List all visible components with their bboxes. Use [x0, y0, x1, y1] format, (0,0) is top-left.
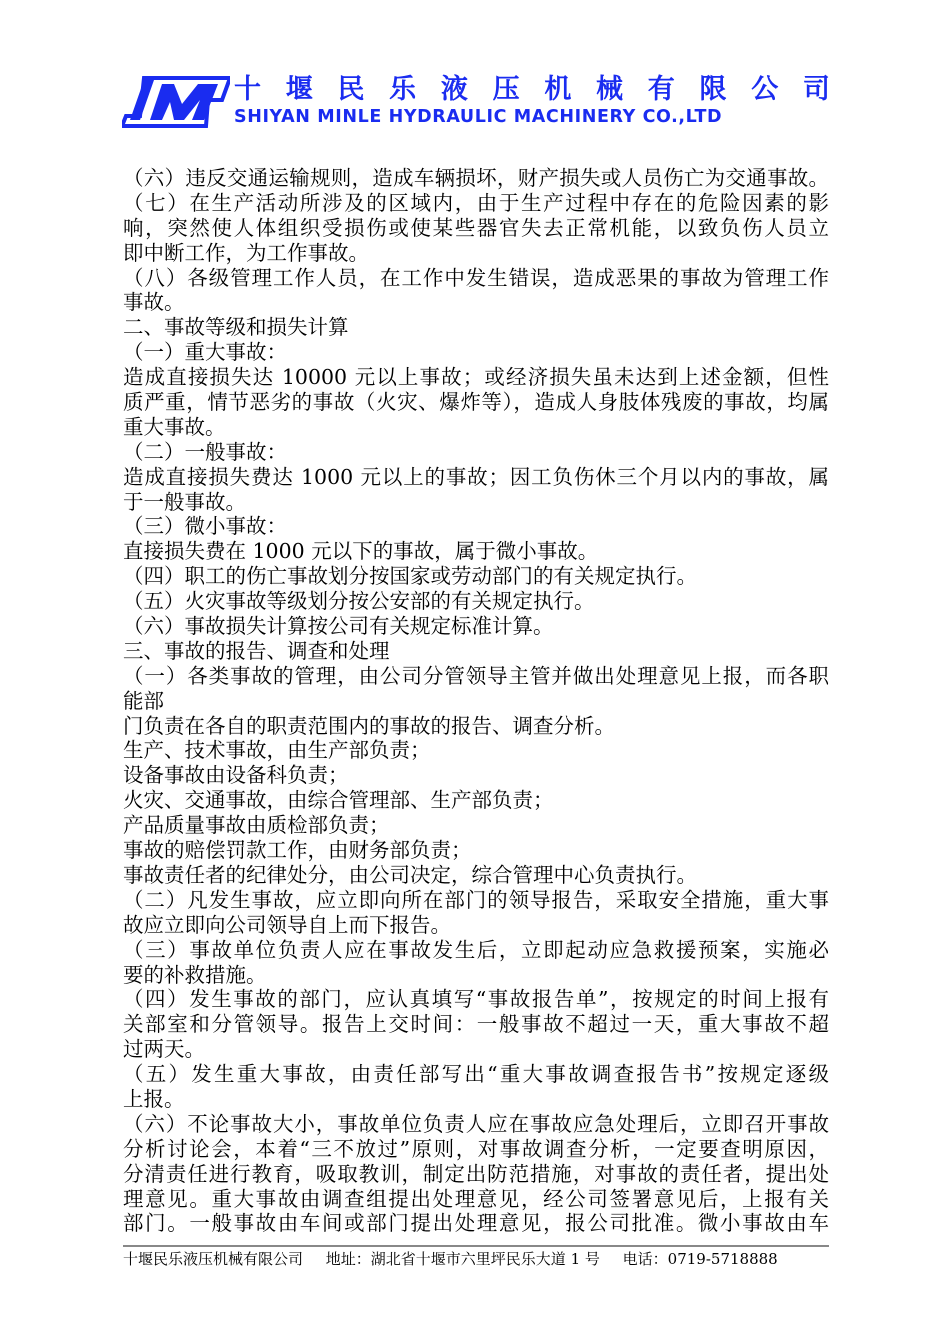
text-line: （六）不论事故大小，事故单位负责人应在事故应急处理后，立即召开事故: [123, 1111, 829, 1136]
text-line: （五）火灾事故等级划分按公安部的有关规定执行。: [123, 589, 595, 614]
text-line: 上报。: [123, 1086, 185, 1111]
text-line: 直接损失费在 1000 元以下的事故，属于微小事故。: [123, 539, 599, 564]
company-name-char: 机: [544, 74, 572, 105]
text-line: 事故责任者的纪律处分，由公司决定，综合管理中心负责执行。: [123, 862, 697, 887]
text-line: 关部室和分管领导。报告上交时间：一般事故不超过一天，重大事故不超: [123, 1012, 829, 1037]
text-line: 故应立即向公司领导自上而下报告。: [123, 912, 451, 937]
text-line: 于一般事故。: [123, 489, 246, 514]
text-line: 能部: [123, 688, 164, 713]
text-line: 部门。一般事故由车间或部门提出处理意见，报公司批准。微小事故由车: [123, 1211, 829, 1236]
company-name-char: 械: [596, 74, 624, 105]
text-line: 要的补救措施。: [123, 962, 267, 987]
text-line: 门负责在各自的职责范围内的事故的报告、调查分析。: [123, 713, 615, 738]
company-name-char: 乐: [389, 74, 417, 105]
text-line: （六）事故损失计算按公司有关规定标准计算。: [123, 614, 554, 639]
text-line: 事故。: [123, 290, 185, 315]
text-line: （四）发生事故的部门，应认真填写“事故报告单”，按规定的时间上报有: [123, 987, 829, 1012]
text-line: 三、事故的报告、调查和处理: [123, 638, 390, 663]
text-line: 理意见。重大事故由调查组提出处理意见，经公司签署意见后，上报有关: [123, 1186, 829, 1211]
company-name-char: 液: [440, 74, 468, 105]
text-line: （二）一般事故：: [123, 439, 287, 464]
text-line: 分析讨论会，本着“三不放过”原则，对事故调查分析，一定要查明原因，: [123, 1136, 829, 1161]
company-logo: [122, 76, 230, 128]
text-line: （四）职工的伤亡事故划分按国家或劳动部门的有关规定执行。: [123, 564, 697, 589]
text-line: （一）各类事故的管理，由公司分管领导主管并做出处理意见上报，而各职: [123, 663, 829, 688]
company-name-char: 司: [802, 74, 830, 105]
letterhead: [122, 74, 832, 130]
text-line: 质严重，情节恶劣的事故（火灾、爆炸等），造成人身肢体残废的事故，均属: [123, 390, 829, 415]
company-name-char: 堰: [285, 74, 313, 105]
footer-company: 十堰民乐液压机械有限公司: [123, 1250, 304, 1268]
text-line: 造成直接损失达 10000 元以上事故；或经济损失虽未达到上述金额，但性: [123, 365, 829, 390]
company-name-char: 十: [234, 74, 261, 105]
text-line: （三）微小事故：: [123, 514, 287, 539]
text-line: （七）在生产活动所涉及的区域内，由于生产过程中存在的危险因素的影: [123, 190, 829, 215]
company-name-char: 民: [337, 74, 365, 105]
footer-divider: [123, 1245, 829, 1247]
text-line: （六）违反交通运输规则，造成车辆损坏，财产损失或人员伤亡为交通事故。: [123, 166, 829, 190]
text-line: 过两天。: [123, 1037, 205, 1062]
text-line: （五）发生重大事故，由责任部写出“重大事故调查报告书”按规定逐级: [123, 1062, 829, 1087]
footer-phone: 电话：0719-5718888: [622, 1250, 778, 1268]
company-name-cn: [234, 74, 830, 106]
text-line: 造成直接损失费达 1000 元以上的事故；因工负伤休三个月以内的事故，属: [123, 464, 829, 489]
footer-address: 地址：湖北省十堰市六里坪民乐大道 1 号: [325, 1250, 600, 1268]
company-name-en: SHIYAN MINLE HYDRAULIC MACHINERY CO.,LTD: [234, 107, 723, 127]
text-line: 设备事故由设备科负责；: [123, 763, 349, 788]
text-line: 事故的赔偿罚款工作，由财务部负责；: [123, 838, 472, 863]
text-line: 响，突然使人体组织受损伤或使某些器官失去正常机能，以致负伤人员立: [123, 215, 829, 240]
text-line: 即中断工作，为工作事故。: [123, 240, 369, 265]
text-line: （三）事故单位负责人应在事故发生后，立即起动应急救援预案，实施必: [123, 937, 829, 962]
text-line: （二）凡发生事故，应立即向所在部门的领导报告，采取安全措施，重大事: [123, 887, 829, 912]
document-body: [123, 166, 829, 1236]
text-line: 重大事故。: [123, 414, 226, 439]
text-line: 二、事故等级和损失计算: [123, 315, 349, 340]
company-name-char: 有: [647, 74, 675, 105]
text-line: 火灾、交通事故，由综合管理部、生产部负责；: [123, 788, 554, 813]
text-line: 生产、技术事故，由生产部负责；: [123, 738, 431, 763]
text-line: （八）各级管理工作人员，在工作中发生错误，造成恶果的事故为管理工作: [123, 265, 829, 290]
text-line: 产品质量事故由质检部负责；: [123, 813, 390, 838]
company-name-char: 压: [492, 74, 520, 105]
page-footer: [123, 1249, 796, 1269]
company-name-char: 限: [699, 74, 727, 105]
text-line: 分清责任进行教育，吸取教训，制定出防范措施，对事故的责任者，提出处: [123, 1161, 829, 1186]
text-line: （一）重大事故：: [123, 340, 287, 365]
company-name-char: 公: [751, 74, 779, 105]
